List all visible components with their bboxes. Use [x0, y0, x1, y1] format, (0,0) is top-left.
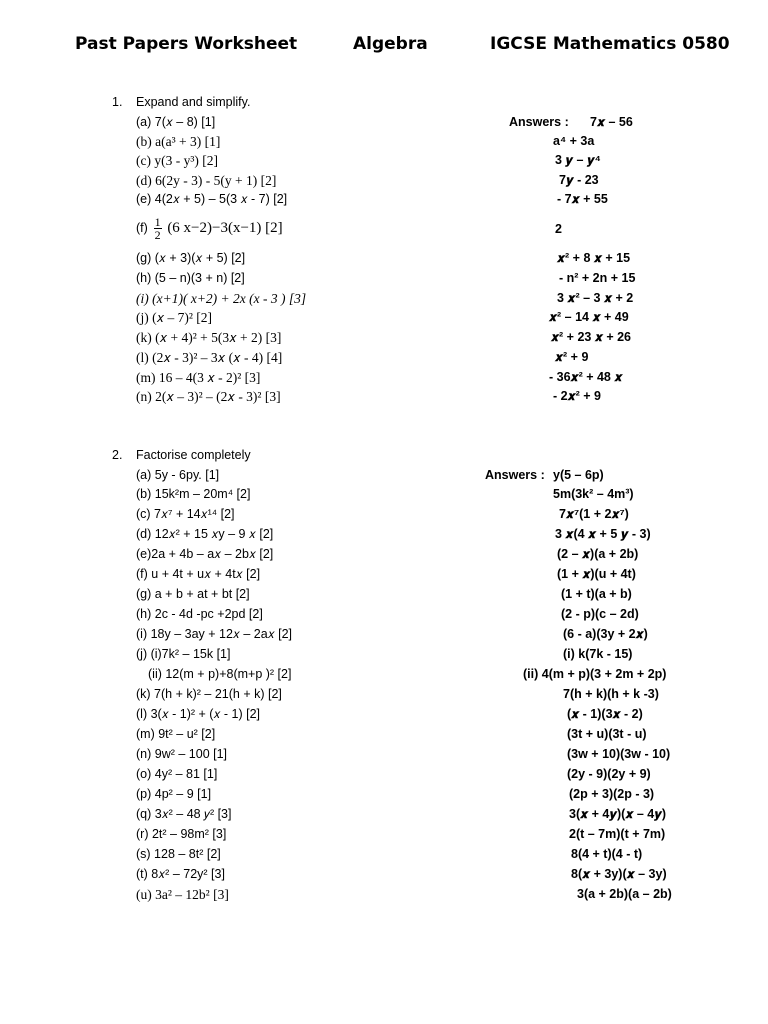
q1-item-m: (m) 16 – 4(3 𝑥 - 2)² [3]: [136, 370, 261, 385]
q1-item-f-denominator: 2: [154, 228, 161, 242]
q1-item-e: (e) 4(2𝑥 + 5) – 5(3 𝑥 - 7) [2]: [136, 192, 288, 206]
q2-answer-t: 8(𝒙 + 3y)(𝒙 – 3y): [571, 867, 667, 881]
q1-item-b: (b) a(a³ + 3) [1]: [136, 134, 221, 149]
q2-item-r: (r) 2t² – 98m² [3]: [136, 827, 227, 841]
q1-title: Expand and simplify.: [136, 95, 251, 109]
q2-item-k: (k) 7(h + k)² – 21(h + k) [2]: [136, 687, 282, 701]
q2-answers-label: Answers :: [485, 468, 545, 482]
topic-title: Algebra: [353, 34, 428, 54]
q2-answer-j-ii: (ii) 4(m + p)(3 + 2m + 2p): [523, 667, 667, 681]
q2-answer-u: 3(a + 2b)(a – 2b): [577, 887, 672, 901]
q2-answer-d: 3 𝒙(4 𝒙 + 5 𝒚 - 3): [555, 527, 651, 541]
q1-answer-a: 7𝒙 – 56: [590, 115, 633, 129]
q2-item-j: (j) (i)7k² – 15k [1]: [136, 647, 231, 661]
q2-answer-o: (2y - 9)(2y + 9): [567, 767, 651, 781]
q2-number: 2.: [112, 448, 123, 462]
q1-item-a: (a) 7(𝑥 – 8) [1]: [136, 115, 216, 129]
q1-item-f: [136, 216, 283, 241]
q2-answer-k: 7(h + k)(h + k -3): [563, 687, 659, 701]
q1-answers-label: Answers :: [509, 115, 569, 129]
q2-item-i: (i) 18y – 3ay + 12𝑥 – 2a𝑥 [2]: [136, 627, 293, 641]
q2-item-c: (c) 7𝑥⁷ + 14𝑥¹⁴ [2]: [136, 507, 235, 521]
q1-answer-c: 3 𝒚 – 𝒚⁴: [555, 153, 601, 167]
worksheet-title: Past Papers Worksheet: [75, 34, 298, 54]
q2-answer-a: y(5 – 6p): [553, 468, 604, 482]
q2-answer-i: (6 - a)(3y + 2𝒙): [563, 627, 648, 641]
q1-answer-i: 3 𝒙² – 3 𝒙 + 2: [557, 291, 634, 305]
q1-answer-e: - 7𝒙 + 55: [557, 192, 608, 206]
q1-answer-f: 2: [555, 222, 562, 236]
q2-answer-b: 5m(3k² – 4m³): [553, 487, 634, 501]
q2-item-q: (q) 3𝑥² – 48 𝑦² [3]: [136, 807, 232, 821]
q2-item-n: (n) 9w² – 100 [1]: [136, 747, 228, 761]
q2-title: Factorise completely: [136, 448, 251, 462]
q2-answer-p: (2p + 3)(2p - 3): [569, 787, 655, 801]
q1-item-f-prefix: (f): [136, 220, 148, 235]
q1-item-f-numerator: 1: [154, 215, 161, 229]
q2-answer-m: (3t + u)(3t - u): [567, 727, 647, 741]
q2-item-o: (o) 4y² – 81 [1]: [136, 767, 218, 781]
q2-answer-f: (1 + 𝒙)(u + 4t): [557, 567, 636, 581]
q1-answer-b: a⁴ + 3a: [553, 134, 595, 148]
q1-answer-d: 7𝒚 - 23: [559, 173, 599, 187]
q1-answer-m: - 36𝒙² + 48 𝒙: [549, 370, 623, 384]
q2-answer-g: (1 + t)(a + b): [561, 587, 632, 601]
q2-answer-s: 8(4 + t)(4 - t): [571, 847, 643, 861]
q2-answer-r: 2(t – 7m)(t + 7m): [569, 827, 666, 841]
q2-answer-e: (2 – 𝒙)(a + 2b): [557, 547, 639, 561]
q2-item-d: (d) 12𝑥² + 15 𝑥y – 9 𝑥 [2]: [136, 527, 274, 541]
q1-item-f-expression: (6 x−2)−3(x−1) [2]: [167, 219, 283, 236]
q1-answer-j: 𝒙² – 14 𝒙 + 49: [549, 310, 629, 324]
q2-item-g: (g) a + b + at + bt [2]: [136, 587, 250, 601]
q2-item-l: (l) 3(𝑥 - 1)² + (𝑥 - 1) [2]: [136, 707, 261, 721]
q1-answer-l: 𝒙² + 9: [555, 350, 589, 364]
q1-answer-g: 𝒙² + 8 𝒙 + 15: [557, 251, 631, 265]
q1-answer-n: - 2𝒙² + 9: [553, 389, 601, 403]
q2-answer-n: (3w + 10)(3w - 10): [567, 747, 671, 761]
q1-item-f-fraction: [154, 216, 162, 241]
q1-item-n: (n) 2(𝑥 – 3)² – (2𝑥 - 3)² [3]: [136, 389, 281, 404]
q2-item-a: (a) 5y - 6py. [1]: [136, 468, 220, 482]
q2-answer-q: 3(𝒙 + 4𝒚)(𝒙 – 4𝒚): [569, 807, 667, 821]
q1-item-h: (h) (5 – n)(3 + n) [2]: [136, 271, 245, 285]
q1-item-i: (i) (x+1)( x+2) + 2x (x - 3 ) [3]: [136, 291, 307, 306]
q2-answer-h: (2 - p)(c – 2d): [561, 607, 639, 621]
q2-item-h: (h) 2c - 4d -pc +2pd [2]: [136, 607, 263, 621]
q2-item-u: (u) 3a² – 12b² [3]: [136, 887, 229, 902]
q1-item-k: (k) (𝑥 + 4)² + 5(3𝑥 + 2) [3]: [136, 330, 282, 345]
q1-item-l: (l) (2𝑥 - 3)² – 3𝑥 (𝑥 - 4) [4]: [136, 350, 283, 365]
q1-item-j: (j) (𝑥 – 7)² [2]: [136, 310, 213, 325]
q2-answer-j: (i) k(7k - 15): [563, 647, 633, 661]
q2-item-t: (t) 8𝑥² – 72y² [3]: [136, 867, 225, 881]
q2-item-j-ii: (ii) 12(m + p)+8(m+p )² [2]: [148, 667, 292, 681]
q1-answer-h: - n² + 2n + 15: [559, 271, 636, 285]
q2-answer-l: (𝒙 - 1)(3𝒙 - 2): [567, 707, 643, 721]
course-title: IGCSE Mathematics 0580: [490, 34, 730, 54]
q2-item-m: (m) 9t² – u² [2]: [136, 727, 216, 741]
q1-item-d: (d) 6(2y - 3) - 5(y + 1) [2]: [136, 173, 277, 188]
q1-number: 1.: [112, 95, 123, 109]
q1-answer-k: 𝒙² + 23 𝒙 + 26: [551, 330, 632, 344]
q1-item-c: (c) y(3 - y³) [2]: [136, 153, 219, 168]
q2-item-p: (p) 4p² – 9 [1]: [136, 787, 212, 801]
q2-item-s: (s) 128 – 8t² [2]: [136, 847, 221, 861]
q2-item-f: (f) u + 4t + u𝑥 + 4t𝑥 [2]: [136, 567, 261, 581]
q2-item-b: (b) 15k²m – 20m⁴ [2]: [136, 487, 251, 501]
q2-answer-c: 7𝒙⁷(1 + 2𝒙⁷): [559, 507, 629, 521]
q2-item-e: (e)2a + 4b – a𝑥 – 2b𝑥 [2]: [136, 547, 274, 561]
q1-item-g: (g) (𝑥 + 3)(𝑥 + 5) [2]: [136, 251, 246, 265]
